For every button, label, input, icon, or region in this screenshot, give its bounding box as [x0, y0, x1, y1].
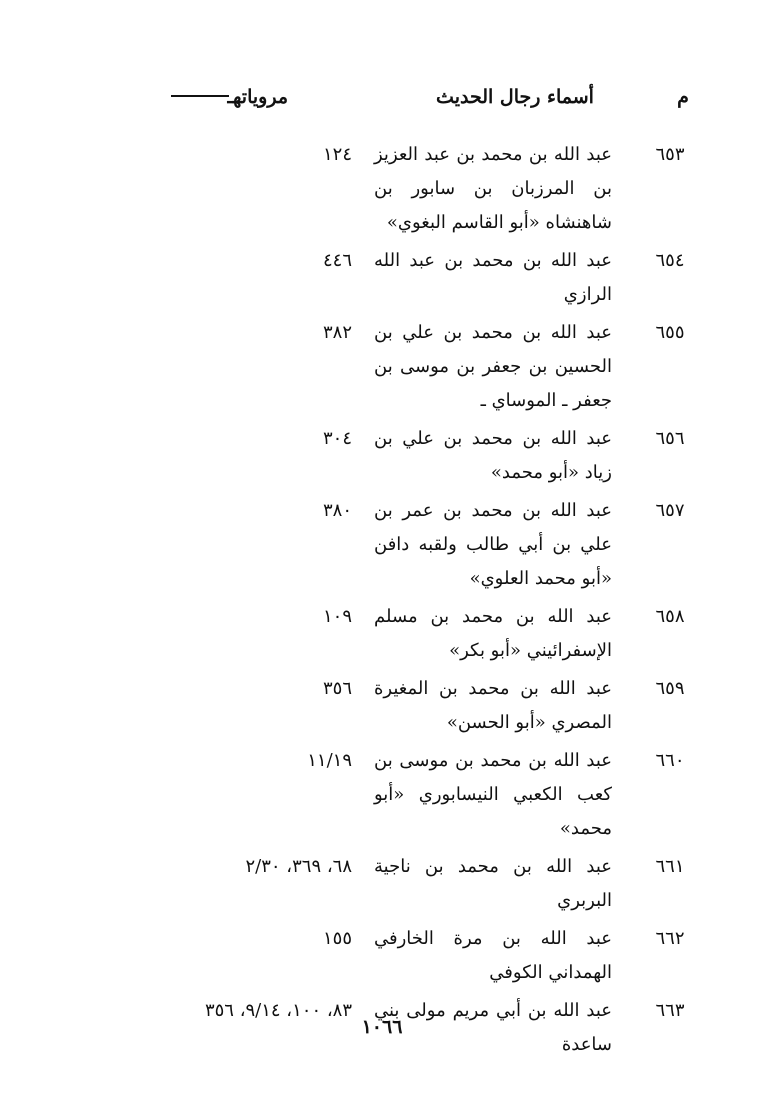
- narration-refs: ٣٥٦: [322, 678, 352, 699]
- entry-number: ٦٥٨: [655, 606, 685, 627]
- column-header-narrations: [180, 86, 288, 108]
- entry-row: [0, 422, 764, 490]
- entry-row: [0, 744, 764, 846]
- entry-number: ٦٥٦: [655, 428, 685, 449]
- column-header-name: أسماء رجال الحديث: [436, 86, 594, 108]
- narration-refs: ٤٤٦: [322, 250, 352, 271]
- page-number: ١٠٦٦: [361, 1016, 403, 1038]
- entry-number: ٦٦٠: [655, 750, 685, 771]
- narrator-name: عبد الله بن محمد بن موسى بن كعب الكعبي النيسابوري «أبو محمد»: [374, 750, 612, 839]
- narration-refs: ١٢٤: [322, 144, 352, 165]
- narrator-name: عبد الله بن محمد بن عبد العزيز بن المرزبان بن سابور بن شاهنشاه «أبو القاسم البغوي»: [374, 144, 612, 233]
- entry-number: ٦٦٢: [655, 928, 685, 949]
- tatweel-line: [171, 95, 229, 97]
- narration-refs: ٦٨، ٣٦٩، ٢/٣٠: [245, 856, 352, 877]
- narrator-name: عبد الله بن مرة الخارفي الهمداني الكوفي: [374, 928, 612, 983]
- entry-number: ٦٥٧: [655, 500, 685, 521]
- entry-row: [0, 138, 764, 240]
- entry-number: ٦٦٣: [655, 1000, 685, 1021]
- narrator-name: عبد الله بن محمد بن عبد الله الرازي: [374, 250, 612, 305]
- entry-number: ٦٥٥: [655, 322, 685, 343]
- narration-refs: ٨٣، ١٠٠، ٩/١٤، ٣٥٦: [204, 1000, 352, 1021]
- entries-list: [0, 138, 764, 1066]
- narrator-name: عبد الله بن محمد بن المغيرة المصري «أبو الحسن»: [374, 678, 612, 733]
- narrator-name: عبد الله بن محمد بن مسلم الإسفرائيني «أبو بكر»: [374, 606, 612, 661]
- entry-row: [0, 316, 764, 418]
- narrator-name: عبد الله بن محمد بن علي بن زياد «أبو محمد»: [374, 428, 612, 483]
- entry-number: ٦٥٤: [655, 250, 685, 271]
- narration-refs: ١١/١٩: [307, 750, 352, 771]
- entry-number: ٦٦١: [655, 856, 685, 877]
- entry-row: [0, 672, 764, 740]
- entry-number: ٦٥٩: [655, 678, 685, 699]
- entry-row: [0, 494, 764, 596]
- entry-row: [0, 850, 764, 918]
- column-header-number: م: [677, 86, 689, 108]
- narrator-name: عبد الله بن محمد بن ناجية البربري: [374, 856, 612, 911]
- narrator-name: عبد الله بن أبي مريم مولى بني ساعدة: [374, 1000, 612, 1055]
- narrator-name: عبد الله بن محمد بن علي بن الحسين بن جعفر بن موسى بن جعفر ـ الموساي ـ: [374, 322, 612, 411]
- narration-refs: ١٥٥: [322, 928, 352, 949]
- entry-row: [0, 922, 764, 990]
- narration-refs: ٣٠٤: [322, 428, 352, 449]
- entry-row: [0, 244, 764, 312]
- narrator-name: عبد الله بن محمد بن عمر بن علي بن أبي طالب ولقبه دافن «أبو محمد العلوي»: [374, 500, 612, 589]
- narration-refs: ١٠٩: [322, 606, 352, 627]
- column-header-narrations-label: مروياتهـ: [227, 86, 288, 108]
- narration-refs: ٣٨٠: [322, 500, 352, 521]
- narration-refs: ٣٨٢: [322, 322, 352, 343]
- entry-row: [0, 600, 764, 668]
- entry-number: ٦٥٣: [655, 144, 685, 165]
